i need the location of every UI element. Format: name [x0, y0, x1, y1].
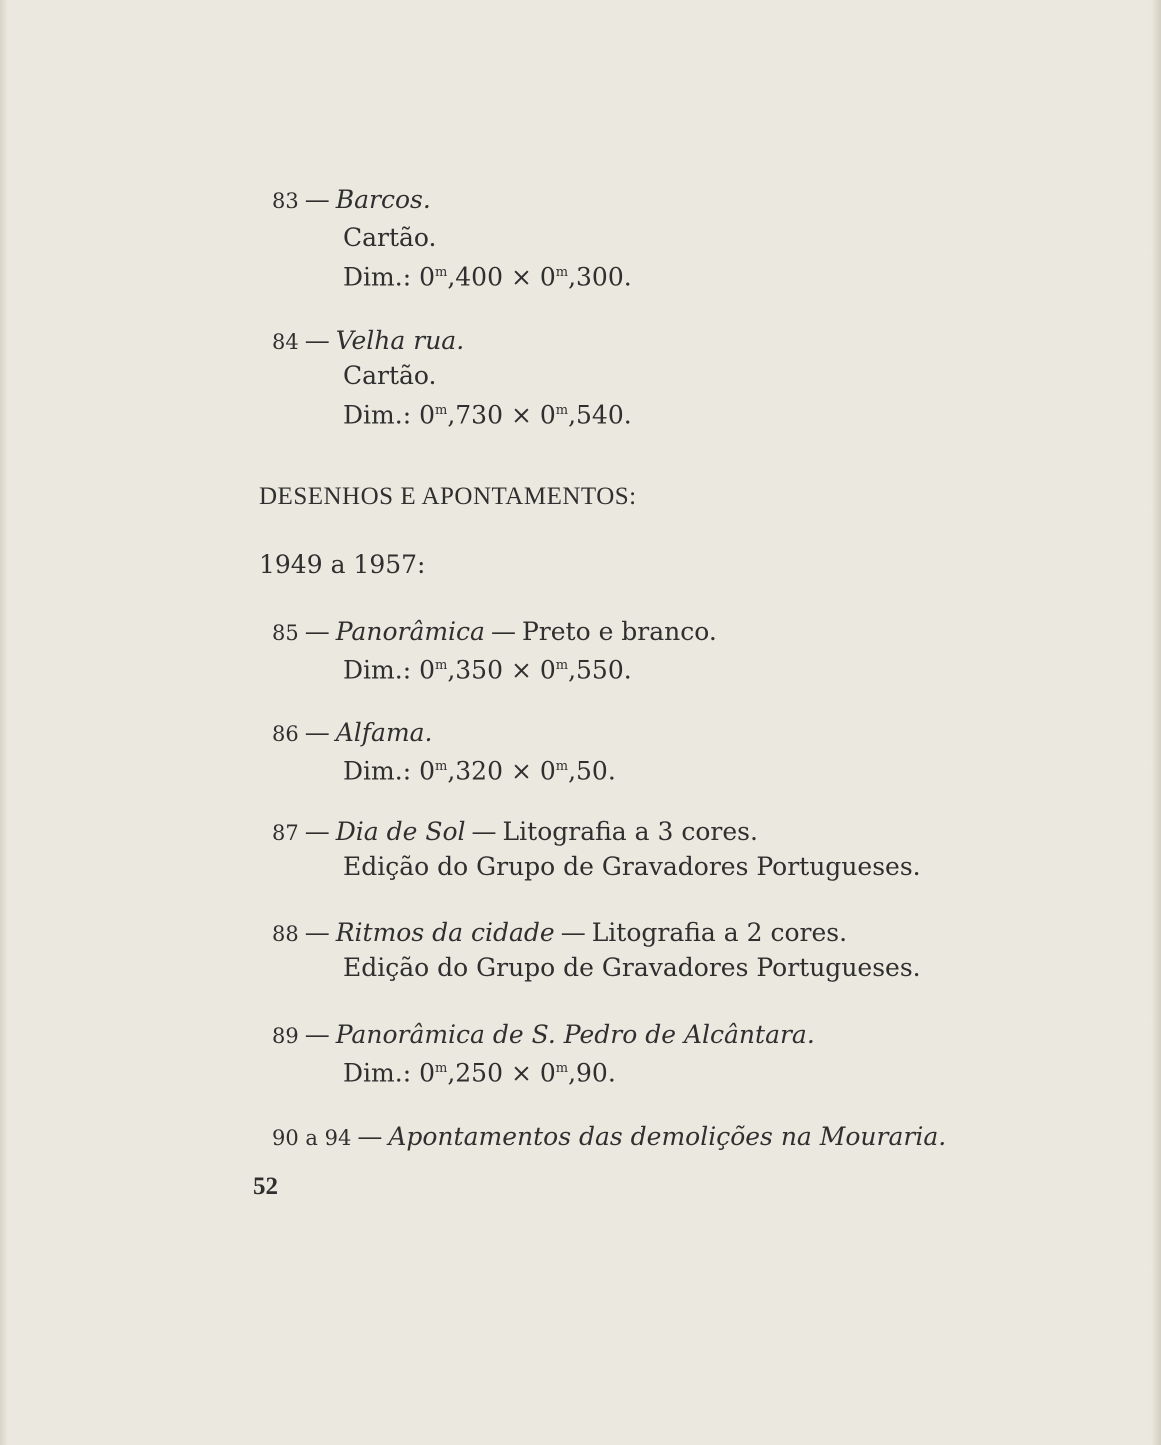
entry-title: Velha rua.: [335, 326, 465, 355]
entry-title: Panorâmica: [335, 617, 485, 646]
entry-84-title-line: 84 — Velha rua.: [272, 326, 465, 355]
entry-90-94-title-line: 90 a 94 — Apontamentos das demolições na Mouraria.: [272, 1122, 947, 1151]
entry-title: Dia de Sol: [335, 817, 466, 846]
entry-number: 90 a 94: [272, 1126, 352, 1150]
entry-89-title-line: 89 — Panorâmica de S. Pedro de Alcântara.: [272, 1020, 815, 1049]
page-edge-left: [0, 0, 8, 1445]
entry-number: 84: [272, 330, 299, 354]
entry-83-dimensions: Dim.: 0$^m$,400 × 0$^m$,300.: [343, 262, 632, 292]
entry-83-material: Cartão.: [343, 223, 437, 252]
entry-title: Panorâmica de S. Pedro de Alcântara.: [335, 1020, 815, 1049]
entry-number: 85: [272, 621, 299, 645]
entry-89-dimensions: Dim.: 0$^m$,250 × 0$^m$,90.: [343, 1058, 616, 1088]
page-edge-right: [1151, 0, 1161, 1445]
entry-title: Barcos.: [335, 185, 431, 214]
entry-number: 87: [272, 821, 299, 845]
entry-86-dimensions: Dim.: 0$^m$,320 × 0$^m$,50.: [343, 756, 616, 786]
entry-number: 83: [272, 189, 299, 213]
entry-title: Apontamentos das demolições na Mouraria.: [388, 1122, 947, 1151]
entry-88-edition: Edição do Grupo de Gravadores Portugueses.: [343, 953, 921, 982]
entry-number: 89: [272, 1024, 299, 1048]
section-heading: DESENHOS E APONTAMENTOS:: [259, 483, 637, 510]
entry-85-dimensions: Dim.: 0$^m$,350 × 0$^m$,550.: [343, 655, 632, 685]
entry-83-title-line: 83 — Barcos.: [272, 185, 431, 214]
entry-title: Alfama.: [335, 718, 433, 747]
entry-84-material: Cartão.: [343, 361, 437, 390]
entry-note: Litografia a 2 cores.: [591, 918, 848, 947]
entry-title: Ritmos da cidade: [335, 918, 555, 947]
section-period: 1949 a 1957:: [259, 550, 426, 579]
entry-87-title-line: 87 — Dia de Sol — Litografia a 3 cores.: [272, 817, 758, 846]
entry-88-title-line: 88 — Ritmos da cidade — Litografia a 2 cores.: [272, 918, 848, 947]
entry-note: Litografia a 3 cores.: [502, 817, 758, 846]
entry-84-dimensions: Dim.: 0$^m$,730 × 0$^m$,540.: [343, 400, 632, 430]
entry-note: Preto e branco.: [521, 617, 717, 646]
page-number: 52: [253, 1173, 278, 1200]
entry-87-edition: Edição do Grupo de Gravadores Portugueses.: [343, 852, 921, 881]
entry-number: 86: [272, 722, 299, 746]
entry-85-title-line: 85 — Panorâmica — Preto e branco.: [272, 617, 717, 646]
entry-number: 88: [272, 922, 299, 946]
entry-86-title-line: 86 — Alfama.: [272, 718, 433, 747]
